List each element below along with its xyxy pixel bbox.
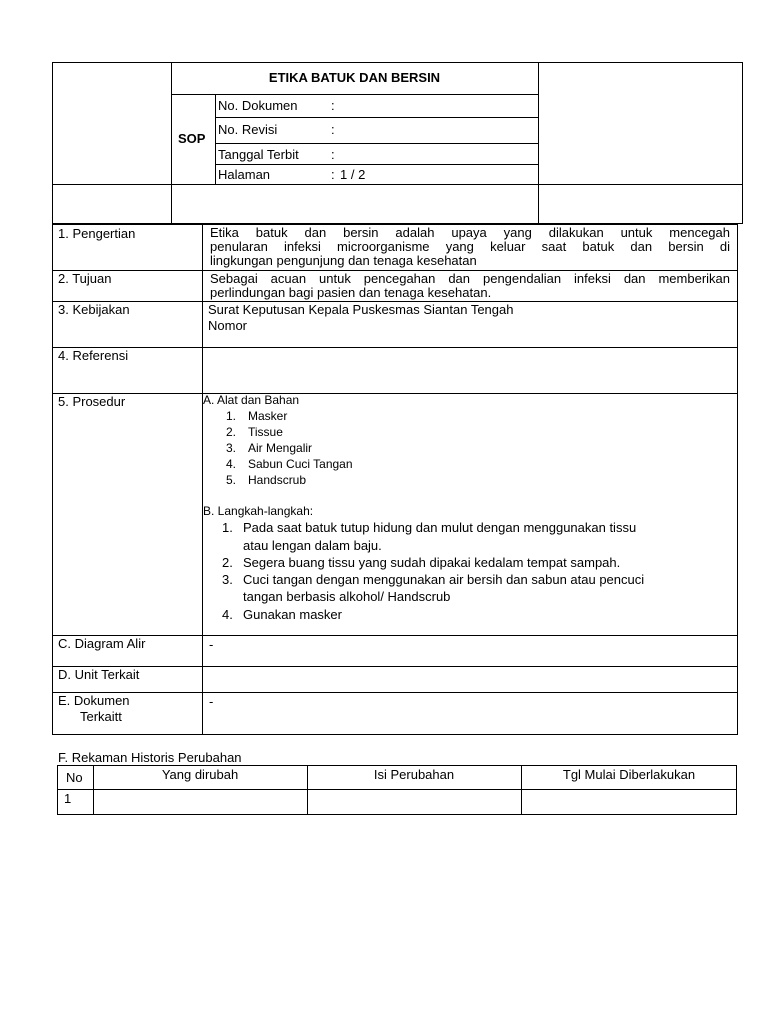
sop-label: SOP [178,131,206,146]
field-halaman-label: Halaman [218,167,271,182]
row-line-prosedur [52,635,738,636]
history-col-no: No [66,770,83,785]
langkah-line-4a: Gunakan masker [243,607,342,622]
header-row-line-2 [215,143,538,144]
dokumen-terkait-value: - [209,694,214,709]
field-no-revisi-label: No. Revisi [218,122,278,137]
alat-item-no-3: 3. [226,441,237,455]
prosedur-label: 5. Prosedur [58,394,126,409]
document-title: ETIKA BATUK DAN BERSIN [268,70,441,85]
dokumen-terkait-label-1: E. Dokumen [58,693,130,708]
diagram-alir-label: C. Diagram Alir [58,636,146,651]
kebijakan-line-2: Nomor [208,318,248,333]
header-bottom-line [52,184,743,185]
langkah-no-3: 3. [222,572,233,587]
langkah-line-3b: tangan berbasis alkohol/ Handscrub [243,589,451,604]
pengertian-line-1: Etika batuk dan bersin adalah upaya yang dilakukan untuk mencegah [210,225,730,240]
history-col-isi-perubahan: Isi Perubahan [373,767,455,782]
kebijakan-label: 3. Kebijakan [58,302,130,317]
alat-item-no-1: 1. [226,409,237,423]
alat-item-text-5: Handscrub [248,473,307,487]
row-line-diagram [52,666,738,667]
field-tanggal-terbit-sep: : [331,147,335,162]
pengertian-line-2: penularan infeksi microorganisme yang keluar saat batuk dan bersin di [210,239,730,254]
history-header-line [57,789,737,790]
unit-terkait-label: D. Unit Terkait [58,667,140,682]
header-divider-sop [215,94,216,184]
diagram-alir-value: - [209,637,214,652]
field-tanggal-terbit-label: Tanggal Terbit [218,147,299,162]
alat-item-no-2: 2. [226,425,237,439]
referensi-label: 4. Referensi [58,348,129,363]
langkah-no-2: 2. [222,555,233,570]
alat-item-no-5: 5. [226,473,237,487]
langkah-no-4: 4. [222,607,233,622]
header-row-line-3 [215,164,538,165]
langkah-line-2a: Segera buang tissu yang sudah dipakai kedalam tempat sampah. [243,555,621,570]
langkah-line-3a: Cuci tangan dengan menggunakan air bersih dan sabun atau pencuci [243,572,645,587]
alat-item-text-2: Tissue [248,425,283,439]
header-divider-right [538,62,539,224]
langkah-line-1b: atau lengan dalam baju. [243,538,382,553]
field-no-dokumen-label: No. Dokumen [218,98,298,113]
field-no-dokumen-sep: : [331,98,335,113]
header-divider-left [171,62,172,224]
tujuan-label: 2. Tujuan [58,271,112,286]
alat-item-text-1: Masker [248,409,288,423]
header-title-underline [171,94,538,95]
header-row-line-1 [215,117,538,118]
field-halaman-value: 1 / 2 [340,167,366,182]
history-col-yang-dirubah: Yang dirubah [161,767,239,782]
field-halaman-sep: : [331,167,335,182]
history-col-tgl-mulai: Tgl Mulai Diberlakukan [562,767,696,782]
row-line-referensi [52,393,738,394]
row-line-kebijakan [52,347,738,348]
langkah-heading: B. Langkah-langkah: [203,504,314,518]
history-row-1-no: 1 [64,791,72,806]
tujuan-line-1: Sebagai acuan untuk pencegahan dan pengendalian infeksi dan memberikan [210,271,730,286]
langkah-line-1a: Pada saat batuk tutup hidung dan mulut dengan menggunakan tissu [243,520,637,535]
tujuan-line-2: perlindungan bagi pasien dan tenaga kesehatan. [210,285,492,300]
alat-item-text-4: Sabun Cuci Tangan [248,457,353,471]
dokumen-terkait-label-2: Terkaitt [80,709,122,724]
alat-item-no-4: 4. [226,457,237,471]
pengertian-line-3: lingkungan pengunjung dan tenaga kesehatan [210,253,477,268]
row-line-unit [52,692,738,693]
tujuan-text [210,272,730,300]
kebijakan-line-1: Surat Keputusan Kepala Puskesmas Siantan Tengah [208,302,514,317]
alat-item-text-3: Air Mengalir [248,441,313,455]
pengertian-text [210,226,730,268]
history-title: F. Rekaman Historis Perubahan [58,750,242,765]
field-no-revisi-sep: : [331,122,335,137]
pengertian-label: 1. Pengertian [58,226,136,241]
langkah-no-1: 1. [222,520,233,535]
alat-bahan-heading: A. Alat dan Bahan [203,393,300,407]
